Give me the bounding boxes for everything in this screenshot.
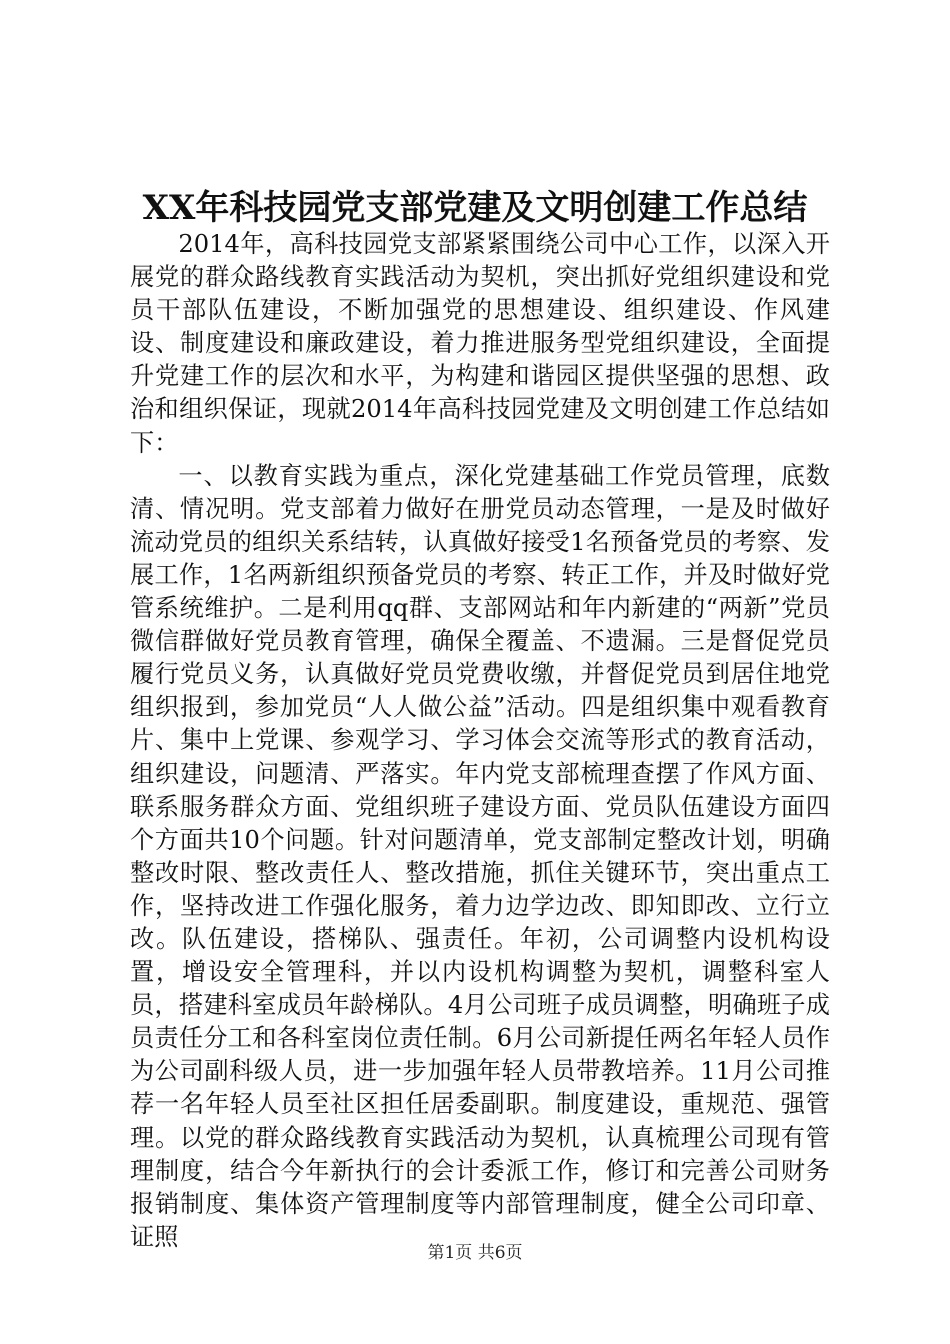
document-body [130, 228, 830, 1254]
document-title: XX年科技园党支部党建及文明创建工作总结 [142, 188, 808, 228]
page-number-footer: 第1页 共6页 [427, 1243, 523, 1263]
paragraph-intro: 2014年，高科技园党支部紧紧围绕公司中心工作，以深入开展党的群众路线教育实践活动为契机，突出抓好党组织建设和党员干部队伍建设，不断加强党的思想建设、组织建设、作风建设、制度建设和廉政建设，着力推进服务型党组织建设，全面提升党建工作的层次和水平，为构建和谐园区提供坚强的思想、政治和组织保证，现就2014年高科技园党建及文明创建工作总结如下： [130, 230, 830, 457]
paragraph-section-one: 一、以教育实践为重点，深化党建基础工作党员管理，底数清、情况明。党支部着力做好在册党员动态管理，一是及时做好流动党员的组织关系结转，认真做好接受1名预备党员的考察、发展工作，1名两新组织预备党员的考察、转正工作，并及时做好党管系统维护。二是利用qq群、支部网站和年内新建的“两新”党员微信群做好党员教育管理，确保全覆盖、不遗漏。三是督促党员履行党员义务，认真做好党员党费收缴，并督促党员到居住地党组织报到，参加党员“人人做公益”活动。四是组织集中观看教育片、集中上党课、参观学习、学习体会交流等形式的教育活动，组织建设，问题清、严落实。年内党支部梳理查摆了作风方面、联系服务群众方面、党组织班子建设方面、党员队伍建设方面四个方面共10个问题。针对问题清单，党支部制定整改计划，明确整改时限、整改责任人、整改措施，抓住关键环节，突出重点工作，坚持改进工作强化服务，着力边学边改、即知即改、立行立改。队伍建设，搭梯队、强责任。年初，公司调整内设机构设置，增设安全管理科，并以内设机构调整为契机，调整科室人员，搭建科室成员年龄梯队。4月公司班子成员调整，明确班子成员责任分工和各科室岗位责任制。6月公司新提任两名年轻人员作为公司副科级人员，进一步加强年轻人员带教培养。11月公司推荐一名年轻人员至社区担任居委副职。制度建设，重规范、强管理。以党的群众路线教育实践活动为契机，认真梳理公司现有管理制度，结合今年新执行的会计委派工作，修订和完善公司财务报销制度、集体资产管理制度等内部管理制度，健全公司印章、证照 [130, 461, 830, 1251]
